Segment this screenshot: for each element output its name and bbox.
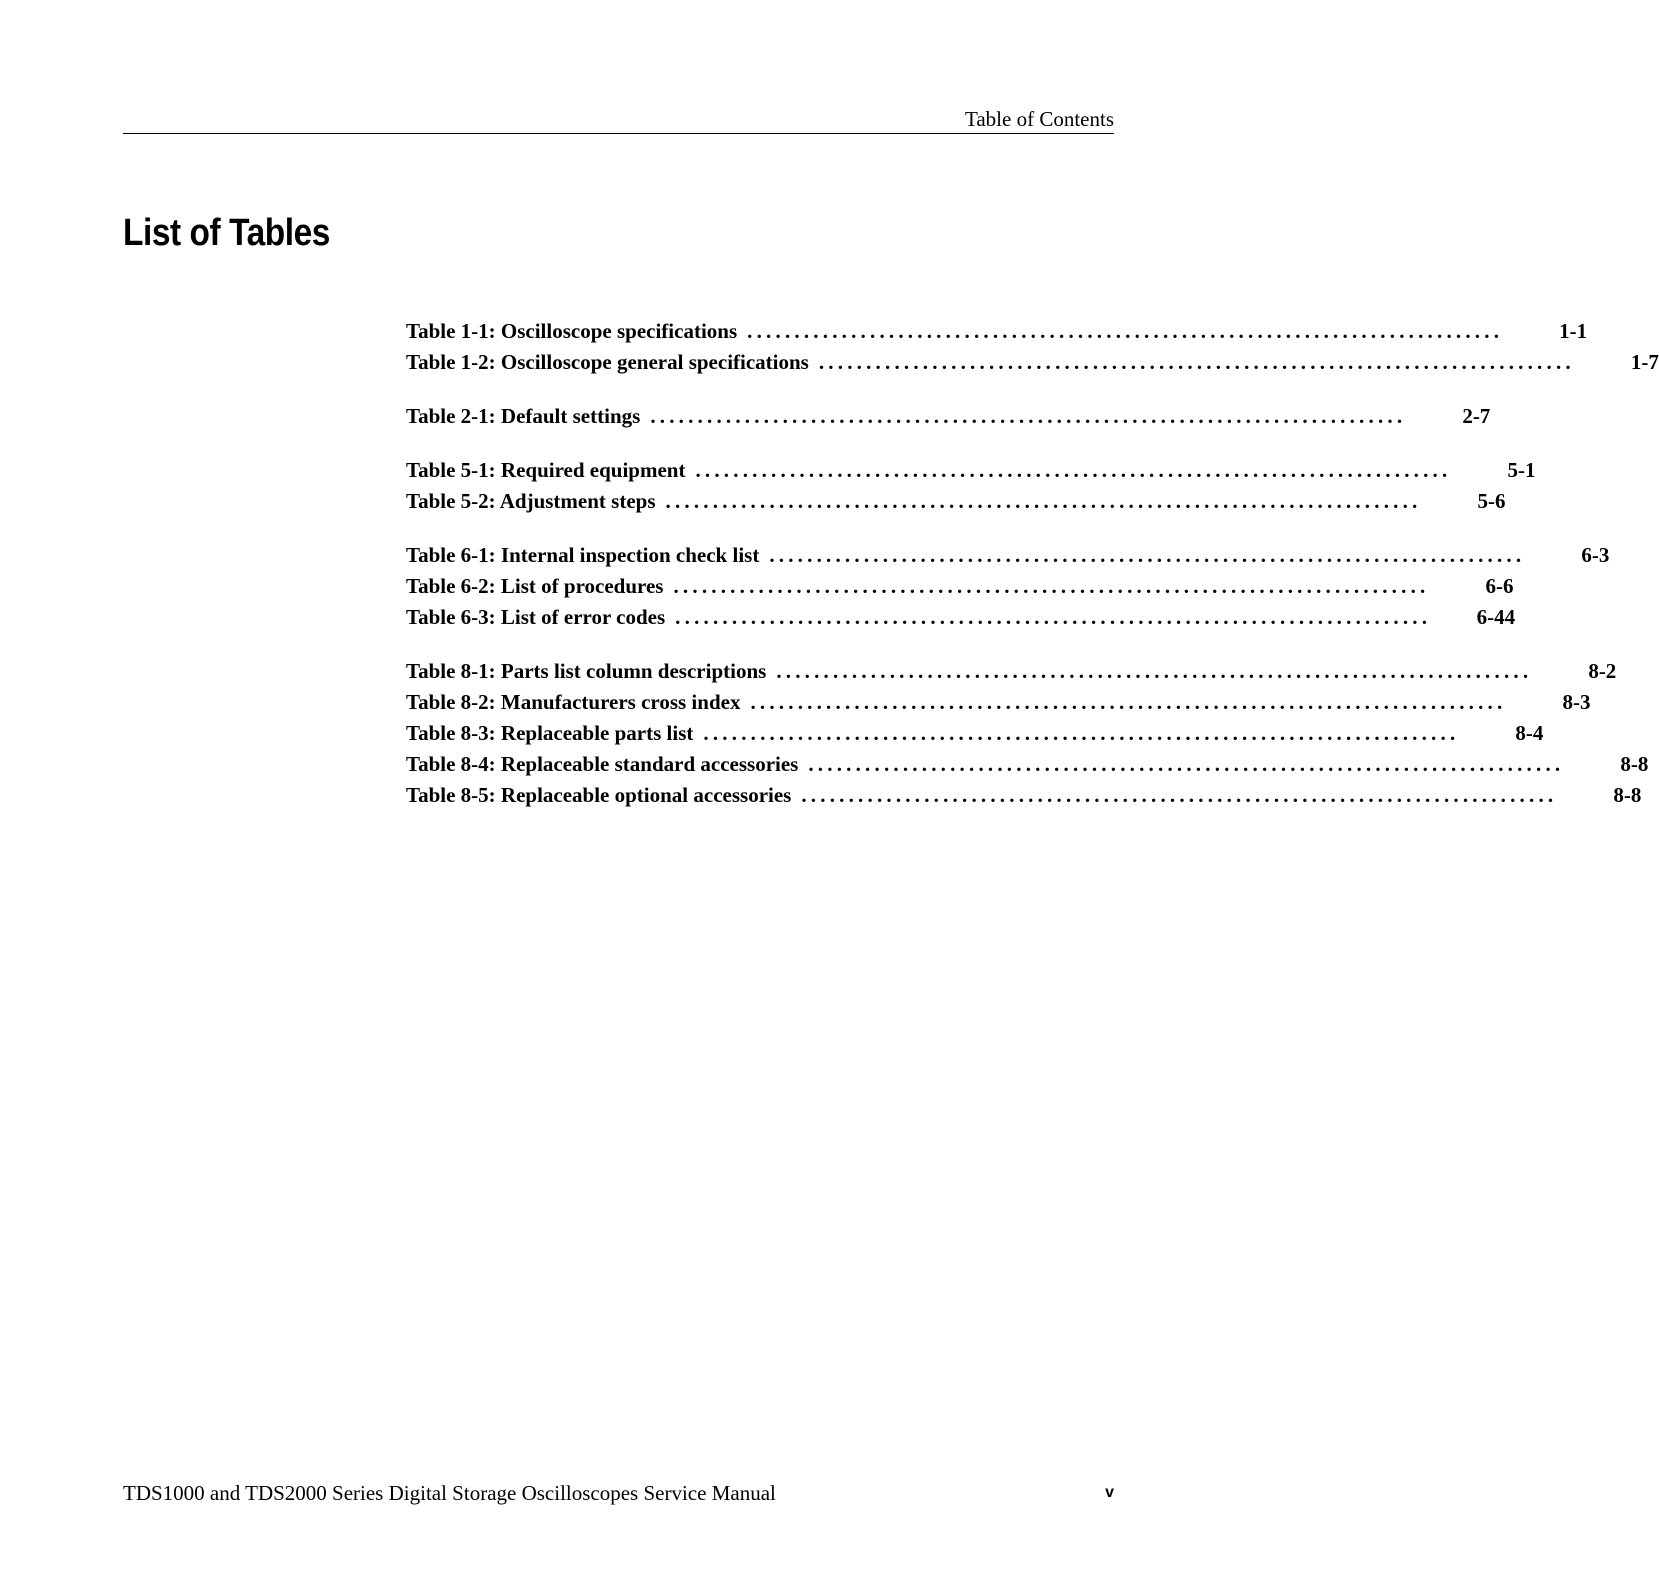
toc-entry[interactable]: [406, 316, 1588, 347]
dot-leader: ................................................................................: [665, 489, 1422, 513]
toc-entry[interactable]: [406, 347, 1659, 378]
toc-entry[interactable]: [406, 486, 1506, 517]
toc-entry[interactable]: [406, 571, 1514, 602]
header-rule: [123, 133, 1114, 134]
toc-entry-label: Table 8-5: Replaceable optional accessories: [406, 783, 792, 807]
page-title: List of Tables: [123, 212, 330, 254]
running-header: Table of Contents: [965, 107, 1114, 131]
dot-leader: ................................................................................: [750, 690, 1507, 714]
toc-entry[interactable]: [406, 656, 1617, 687]
toc-entry[interactable]: [406, 780, 1642, 811]
toc-entry-label: Table 6-2: List of procedures: [406, 574, 664, 598]
toc-entry-label: Table 6-1: Internal inspection check list: [406, 543, 760, 567]
toc-entry-page: 6-6: [1485, 574, 1514, 598]
toc-entry-label: Table 1-1: Oscilloscope specifications: [406, 319, 738, 343]
toc-entry-label: Table 1-2: Oscilloscope general specifications: [406, 350, 809, 374]
footer-page-number: v: [1105, 1484, 1114, 1501]
toc-entry-page: 8-2: [1588, 659, 1617, 683]
toc-entry-page: 5-6: [1477, 489, 1506, 513]
dot-leader: ................................................................................: [801, 783, 1558, 807]
toc-group: [406, 455, 1536, 517]
dot-leader: ................................................................................: [747, 319, 1504, 343]
toc-entry-page: 6-44: [1476, 605, 1516, 629]
dot-leader: ................................................................................: [673, 574, 1430, 598]
toc-entry-page: 6-3: [1581, 543, 1610, 567]
toc-entry[interactable]: [406, 718, 1544, 749]
toc-entry[interactable]: [406, 540, 1610, 571]
toc-entry-page: 1-7: [1630, 350, 1659, 374]
dot-leader: ................................................................................: [695, 458, 1452, 482]
toc-entry-label: Table 8-4: Replaceable standard accessories: [406, 752, 799, 776]
dot-leader: ................................................................................: [776, 659, 1533, 683]
toc-entry[interactable]: [406, 687, 1591, 718]
dot-leader: ................................................................................: [769, 543, 1526, 567]
toc-entry[interactable]: [406, 602, 1516, 633]
toc-entry-page: 8-3: [1562, 690, 1591, 714]
toc-entry[interactable]: [406, 749, 1649, 780]
dot-leader: ................................................................................: [818, 350, 1575, 374]
toc-entry-page: 2-7: [1462, 404, 1491, 428]
footer-manual-title: TDS1000 and TDS2000 Series Digital Storage Oscilloscopes Service Manual: [123, 1481, 776, 1505]
toc-entry[interactable]: [406, 401, 1491, 432]
table-list: [406, 316, 1659, 834]
toc-entry-label: Table 5-2: Adjustment steps: [406, 489, 656, 513]
dot-leader: ................................................................................: [808, 752, 1565, 776]
toc-entry-label: Table 8-3: Replaceable parts list: [406, 721, 694, 745]
toc-entry-page: 8-4: [1515, 721, 1544, 745]
toc-entry-page: 8-8: [1620, 752, 1649, 776]
toc-entry-label: Table 8-2: Manufacturers cross index: [406, 690, 741, 714]
toc-group: [406, 540, 1610, 633]
toc-entry-page: 8-8: [1613, 783, 1642, 807]
toc-entry-label: Table 8-1: Parts list column descriptions: [406, 659, 767, 683]
toc-group: [406, 401, 1491, 432]
toc-entry-label: Table 5-1: Required equipment: [406, 458, 686, 482]
dot-leader: ................................................................................: [703, 721, 1460, 745]
toc-group: [406, 316, 1659, 378]
toc-group: [406, 656, 1649, 811]
toc-entry-label: Table 2-1: Default settings: [406, 404, 641, 428]
dot-leader: ................................................................................: [675, 605, 1432, 629]
toc-entry-page: 5-1: [1507, 458, 1536, 482]
dot-leader: ................................................................................: [650, 404, 1407, 428]
toc-entry-page: 1-1: [1559, 319, 1588, 343]
toc-entry-label: Table 6-3: List of error codes: [406, 605, 666, 629]
toc-entry[interactable]: [406, 455, 1536, 486]
